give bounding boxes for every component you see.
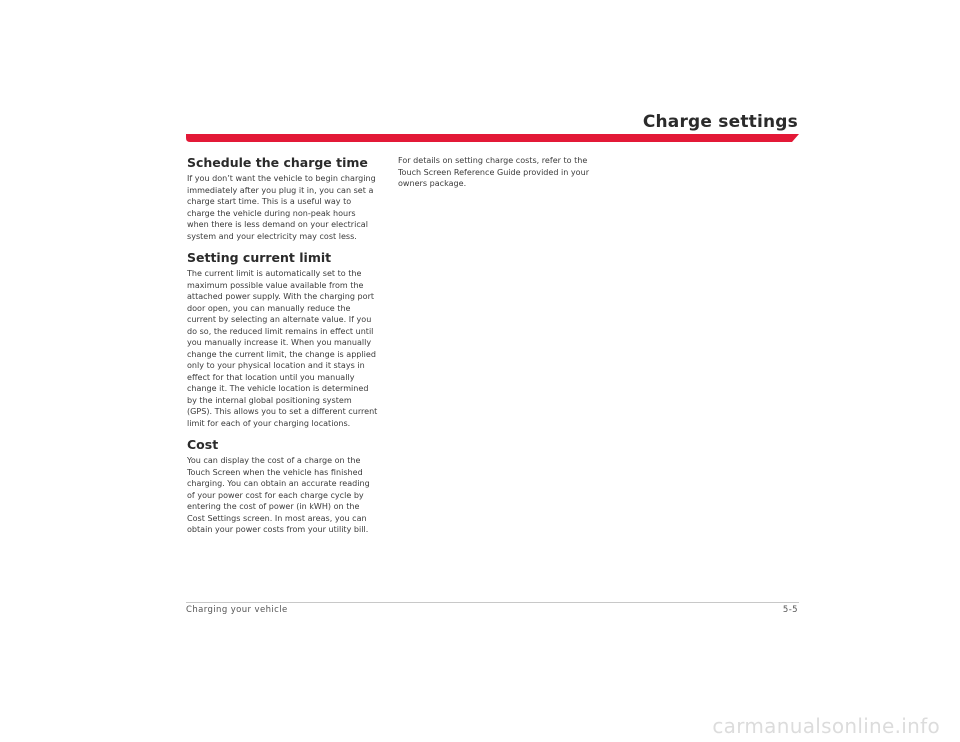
- charge-cost-reference-text: For details on setting charge costs, refer to the Touch Screen Reference Guide provided in your owners package.: [398, 156, 590, 188]
- section-cost: [187, 437, 379, 536]
- footer-section-name: Charging your vehicle: [186, 605, 288, 615]
- left-column: [187, 155, 379, 544]
- section-heading: Cost: [187, 437, 219, 452]
- right-column: [398, 155, 594, 198]
- section-heading: Schedule the charge time: [187, 155, 368, 170]
- page-title: Charge settings: [642, 112, 798, 132]
- section-body: If you don’t want the vehicle to begin charging immediately after you plug it in, you can set a charge start time. This is a useful way to charge the vehicle during non-peak hours when there is less demand on your electrical system and your electricity may cost less.: [187, 174, 376, 241]
- title-accent-bar: [186, 134, 799, 142]
- section-setting-current-limit: [187, 250, 379, 429]
- footer-divider: [186, 602, 799, 603]
- footer-page-number: 5-5: [782, 605, 798, 615]
- section-body: You can display the cost of a charge on the Touch Screen when the vehicle has finished charging. You can obtain an accurate reading of your power cost for each charge cycle by entering the cost of power (in kWH) on the Cost Settings screen. In most areas, you can obtain your power costs from your utility bill.: [187, 456, 370, 534]
- section-schedule-charge-time: [187, 155, 379, 242]
- section-body: The current limit is automatically set to the maximum possible value available from the attached power supply. With the charging port door open, you can manually reduce the current by selecting an alternate value. If you do so, the reduced limit remains in effect until you manually increase it. When you manually change the current limit, the change is applied only to your physical location and it stays in effect for that location until you manually change it. The vehicle location is determined by the internal global positioning system (GPS). This allows you to set a different current limit for each of your charging locations.: [187, 269, 378, 428]
- watermark-text: carmanualsonline.info: [712, 714, 940, 738]
- section-heading: Setting current limit: [187, 250, 332, 265]
